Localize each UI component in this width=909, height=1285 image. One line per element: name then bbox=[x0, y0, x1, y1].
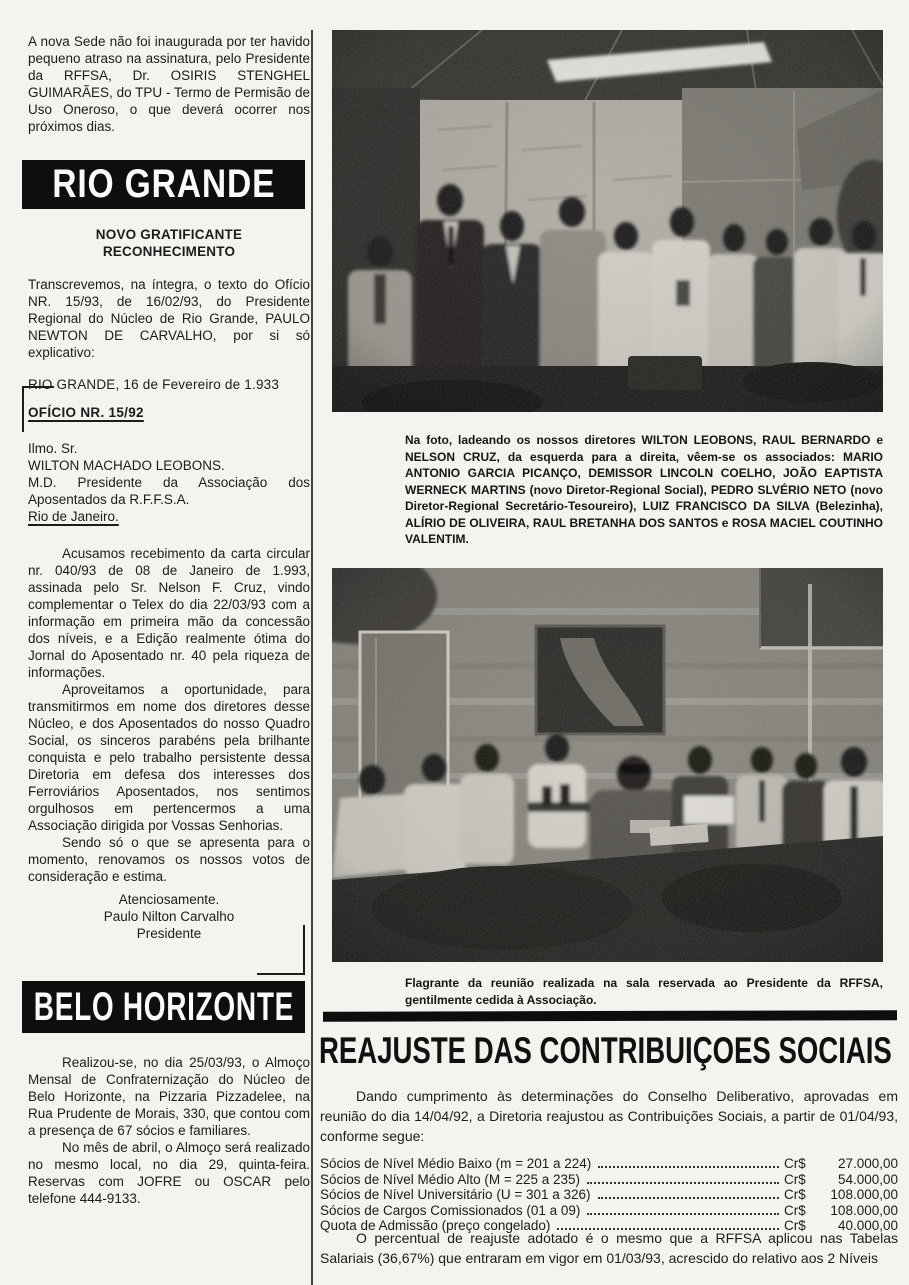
reajuste-intro-paragraph: Dando cumprimento às determinações do Conselho Deliberativo, aprovadas em reunião do dia 14/04/92, a Diretoria reajustou as Contribuições Sociais, a partir de 01/04/93, conforme segue: bbox=[320, 1088, 898, 1144]
intro-paragraph: A nova Sede não foi inaugurada por ter havido pequeno atraso na assinatura, pelo Presidente da RFFSA, Dr. OSIRIS STENGHEL GUIMARÃES, do TPU - Termo de Permisão de Uso Oneroso, o que deverá ocorrer nos próximos dias. bbox=[28, 34, 310, 134]
address-line: WILTON MACHADO LEOBONS. bbox=[28, 458, 225, 473]
signature-title: Presidente bbox=[136, 926, 202, 941]
rio-grande-subtitle bbox=[28, 226, 310, 260]
contribution-value: 40.000,00 bbox=[837, 1218, 898, 1233]
currency-symbol: Cr$ bbox=[784, 1171, 806, 1187]
rio-grande-banner bbox=[22, 160, 305, 209]
photo1-caption: Na foto, ladeando os nossos diretores WILTON LEOBONS, RAUL BERNARDO e NELSON CRUZ, da esquerda para a direita, vêem-se os associados: MARIO ANTONIO GARCIA PICANÇO, DEMISSOR LINCOLN COELHO, JOÃO EAPTISTA WERNECK MARTINS (novo Diretor-Regional Social), PEDRO SLVÉRIO NETO (novo Diretor-Regional Secretário-Tesoureiro), LUIZ FRANCISCO DA SILVA (Belezinha), ALÍRIO DE OLIVEIRA, RAUL BRETANHA DOS SANTOS e ROSA MACIEL COUTINHO VALENTIM. bbox=[405, 433, 883, 546]
currency-symbol: Cr$ bbox=[784, 1187, 806, 1202]
dot-leader bbox=[598, 1166, 779, 1168]
contribution-row bbox=[320, 1156, 898, 1172]
address-line: Ilmo. Sr. bbox=[28, 441, 78, 456]
contribution-value: 27.000,00 bbox=[837, 1156, 898, 1171]
address-line: M.D. Presidente da Associação dos Aposentados da R.F.F.S.A. bbox=[28, 475, 310, 507]
address-line-city: Rio de Janeiro. bbox=[28, 509, 119, 524]
subtitle-line-1: NOVO GRATIFICANTE bbox=[95, 227, 243, 242]
reajuste-headline: REAJUSTE DAS CONTRIBUIÇOES SOCIAIS bbox=[319, 1030, 892, 1071]
contribution-label: Quota de Admissão (preço congelado) bbox=[320, 1218, 551, 1233]
subtitle-line-2: RECONHECIMENTO bbox=[102, 244, 236, 259]
contribution-value: 54.000,00 bbox=[837, 1171, 898, 1187]
photo2-caption: Flagrante da reunião realizada na sala reservada ao Presidente da RFFSA, gentilmente cedida à Associação. bbox=[405, 976, 883, 1007]
letter-close-bracket-mark bbox=[257, 925, 305, 975]
photo2-image bbox=[332, 568, 883, 962]
transcription-paragraph: Transcrevemos, na íntegra, o texto do Ofício NR. 15/93, de 16/02/93, do Presidente Regional do Núcleo de Rio Grande, PAULO NEWTON DE CARVALHO, por si só explicativo: bbox=[28, 277, 310, 360]
oficio-number: OFÍCIO NR. 15/92 bbox=[28, 405, 144, 420]
contribution-row bbox=[320, 1203, 898, 1219]
dot-leader bbox=[587, 1182, 779, 1184]
letter-paragraph-3: Sendo só o que se apresenta para o momento, renovamos os nossos votos de consideração e estima. bbox=[28, 835, 310, 884]
letter-paragraph-2: Aproveitamos a oportunidade, para transmitirmos em nome dos diretores desse Núcleo, e dos Aposentados do nosso Quadro Social, os sinceros parabéns pela brilhante conquista e pelo trabalho persistente dessa Diretoria em defesa dos interesses dos Ferroviários Aposentados, nos sentimos orgulhosos em pertencermos a uma Associação dirigida por Vossas Senhorias. bbox=[28, 682, 310, 833]
contribution-label: Sócios de Nível Médio Alto (M = 225 a 235) bbox=[320, 1171, 581, 1187]
signature-name: Paulo Nilton Carvalho bbox=[103, 909, 235, 924]
dot-leader bbox=[587, 1213, 779, 1215]
dot-leader bbox=[598, 1197, 779, 1199]
currency-symbol: Cr$ bbox=[784, 1218, 806, 1233]
photo1-image bbox=[332, 30, 883, 412]
rio-grande-banner-label: RIO GRANDE bbox=[51, 162, 276, 206]
contribution-row bbox=[320, 1172, 898, 1188]
letter-paragraph-1: Acusamos recebimento da carta circular nr. 040/93 de 08 de Janeiro de 1.993, assinada pelo Sr. Nelson F. Cruz, vindo complementar o Telex do dia 22/03/93 com a informação em primeira mão da concessão dos níveis, e a Edição realmente ótima do Jornal do Aposentado nr. 40 pela riqueza de informações. bbox=[28, 546, 310, 680]
belo-horizonte-paragraph-1: Realizou-se, no dia 25/03/93, o Almoço Mensal de Confraternização do Núcleo de Belo Horizonte, na Pizzaria Pizzadelee, na Rua Prudente de Morais, 330, que contou com a presença de 67 sócios e familiares. bbox=[28, 1055, 310, 1138]
contribution-label: Sócios de Cargos Comissionados (01 a 09) bbox=[320, 1202, 581, 1218]
currency-symbol: Cr$ bbox=[784, 1156, 806, 1171]
photo2-illustration bbox=[332, 568, 883, 962]
contribution-value: 108.000,00 bbox=[830, 1187, 898, 1202]
contribution-label: Sócios de Nível Universitário (U = 301 a 326) bbox=[320, 1187, 591, 1202]
contribution-value: 108.000,00 bbox=[830, 1202, 898, 1218]
photo1-illustration bbox=[332, 30, 883, 412]
currency-symbol: Cr$ bbox=[784, 1202, 806, 1218]
letter-open-bracket-mark bbox=[22, 386, 54, 432]
letter-address-block bbox=[28, 440, 310, 525]
scan-fade-right bbox=[315, 1270, 909, 1285]
left-column bbox=[28, 33, 310, 1207]
closing-salutation: Atenciosamente. bbox=[118, 892, 220, 907]
letter-dateline: RIO GRANDE, 16 de Fevereiro de 1.933 bbox=[28, 377, 280, 392]
belo-horizonte-paragraph-2: No mês de abril, o Almoço será realizado no mesmo local, no dia 29, quinta-feira. Reservas com JOFRE ou OSCAR pelo telefone 444-9133. bbox=[28, 1140, 310, 1206]
scan-fade-left bbox=[0, 1258, 310, 1285]
contribution-table bbox=[320, 1156, 898, 1234]
contribution-label: Sócios de Nível Médio Baixo (m = 201 a 224) bbox=[320, 1156, 592, 1171]
section-rule bbox=[323, 1010, 897, 1022]
contribution-row bbox=[320, 1187, 898, 1203]
column-divider-rule bbox=[311, 30, 313, 1285]
belo-horizonte-banner-label: BELO HORIZONTE bbox=[33, 984, 294, 1029]
reajuste-outro-paragraph: O percentual de reajuste adotado é o mesmo que a RFFSA aplicou nas Tabelas Salariais (36,67%) que entraram em vigor em 01/03/93, acrescido do relativo aos 2 Níveis bbox=[320, 1230, 898, 1266]
belo-horizonte-banner bbox=[22, 981, 305, 1033]
